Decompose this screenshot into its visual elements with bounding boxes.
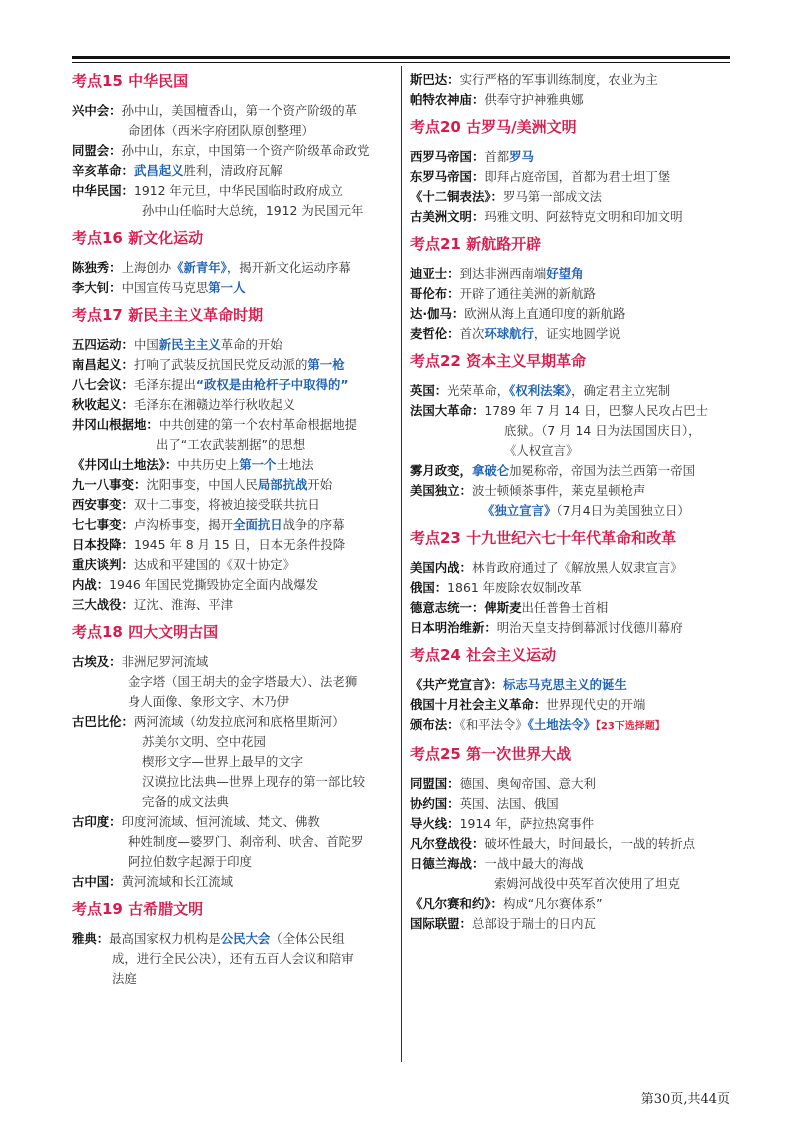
entry-shiyuegeming: 俄国十月社会主义革命：世界现代史的开端	[410, 697, 646, 712]
entry-continuation: 完备的成文法典	[142, 794, 229, 809]
entry-sibada: 斯巴达：实行严格的军事训练制度，农业为主	[410, 72, 658, 87]
entry-wuyuezhengbian: 雾月政变，拿破仑加冕称帝，帝国为法兰西第一帝国	[410, 463, 695, 478]
entry-lidazhao: 李大钊：中国宣传马克思第一人	[72, 280, 246, 295]
entry-continuation: 出了“工农武装割据”的思想	[156, 437, 306, 452]
entry-nanchang: 南昌起义：打响了武装反抗国民党反动派的第一枪	[72, 357, 345, 372]
section-title-16: 考点16 新文化运动	[72, 229, 204, 247]
entry-jinggangshan: 井冈山根据地：中共创建的第一个农村革命根据地提	[72, 417, 357, 432]
entry-jinggang-tudifa: 《井冈山土地法》：中共历史上第一个土地法	[72, 457, 314, 472]
entry-continuation: 《人权宣言》	[504, 443, 579, 458]
page-number: 第30页,共44页	[640, 1092, 730, 1107]
entry-tongmengguo: 同盟国：德国、奥匈帝国、意大利	[410, 776, 596, 791]
entry-tongmenghui: 同盟会：孙中山，东京，中国第一个资产阶级革命政党	[72, 143, 370, 158]
entry-xiluoma: 西罗马帝国：首都罗马	[410, 149, 534, 164]
section-title-24: 考点24 社会主义运动	[410, 646, 557, 664]
entry-guzhongguo: 古中国：黄河流域和长江流域	[72, 874, 234, 889]
entry-continuation: 孙中山任临时大总统，1912 为民国元年	[142, 203, 364, 218]
entry-continuation: 《独立宣言》（7月4日为美国独立日）	[482, 503, 690, 518]
entry-meiguoneizhan: 美国内战：林肯政府通过了《解放黑人奴隶宣言》	[410, 560, 683, 575]
entry-continuation: 成，进行全民公决），还有五百人会议和陪审	[112, 951, 354, 966]
entry-yingguo: 英国：光荣革命，《权利法案》，确定君主立宪制	[410, 383, 671, 398]
top-rule-thin	[72, 62, 730, 63]
column-divider	[401, 66, 402, 1062]
entry-eguo: 俄国：1861 年废除农奴制改革	[410, 580, 582, 595]
entry-diyashi: 迪亚士：到达非洲西南端好望角	[410, 266, 584, 281]
entry-dajiama: 达·伽马：欧洲从海上直通印度的新航路	[410, 306, 626, 321]
section-title-15: 考点15 中华民国	[72, 72, 189, 90]
section-title-18: 考点18 四大文明古国	[72, 623, 219, 641]
entry-chongqing: 重庆谈判：达成和平建国的《双十协定》	[72, 557, 296, 572]
entry-fanerdeng: 凡尔登战役：破坏性最大，时间最长，一战的转折点	[410, 836, 695, 851]
entry-yadian: 雅典：最高国家权力机构是公民大会（全体公民组	[72, 931, 345, 946]
section-title-17: 考点17 新民主主义革命时期	[72, 306, 264, 324]
entry-continuation: 底狱。（7 月 14 日为法国国庆日），	[504, 423, 701, 438]
entry-continuation: 法庭	[112, 971, 137, 986]
right-column	[410, 66, 730, 934]
entry-fanersai: 《凡尔赛和约》：构成“凡尔赛体系”	[410, 896, 603, 911]
entry-continuation: 金字塔（国王胡夫的金字塔最大）、法老狮	[128, 674, 358, 689]
entry-xieyueguo: 协约国：英国、法国、俄国	[410, 796, 559, 811]
entry-qiushou: 秋收起义：毛泽东在湘赣边举行秋收起义	[72, 397, 296, 412]
entry-xian: 西安事变：双十二事变，将被迫接受联共抗日	[72, 497, 320, 512]
entry-continuation: 汉谟拉比法典—世界上现存的第一部比较	[142, 774, 366, 789]
entry-zhonghuaminguo: 中华民国：1912 年元旦，中华民国临时政府成立	[72, 183, 343, 198]
section-title-22: 考点22 资本主义早期革命	[410, 352, 587, 370]
entry-patenong: 帕特农神庙：供奉守护神雅典娜	[410, 92, 584, 107]
entry-shiertongbiao: 《十二铜表法》：罗马第一部成文法	[410, 189, 603, 204]
left-column	[72, 66, 394, 989]
entry-gelunbu: 哥伦布：开辟了通往美洲的新航路	[410, 286, 596, 301]
entry-continuation: 楔形文字—世界上最早的文字	[142, 754, 304, 769]
entry-baqi: 八七会议：毛泽东提出“政权是由枪杆子中取得的”	[72, 377, 349, 392]
top-rule-thick	[72, 56, 730, 59]
entry-ridelan: 日德兰海战：一战中最大的海战	[410, 856, 584, 871]
entry-sandazhanyi: 三大战役：辽沈、淮海、平津	[72, 597, 234, 612]
entry-xinhai: 辛亥革命：武昌起义胜利，清政府瓦解	[72, 163, 283, 178]
entry-continuation: 索姆河战役中英军首次使用了坦克	[494, 876, 680, 891]
entry-faguodageming: 法国大革命：1789 年 7 月 14 日，巴黎人民攻占巴士	[410, 403, 708, 418]
entry-continuation: 种姓制度—婆罗门、刹帝利、吠舍、首陀罗	[128, 834, 364, 849]
entry-continuation: 身人面像、象形文字、木乃伊	[128, 694, 290, 709]
entry-meiguoduli: 美国独立：波士顿倾茶事件，莱克星顿枪声	[410, 483, 646, 498]
entry-gongchandang: 《共产党宣言》：标志马克思主义的诞生	[410, 677, 627, 692]
entry-continuation: 命团体（西米字府团队原创整理）	[128, 123, 314, 138]
entry-neizhan: 内战：1946 年国民党撕毁协定全面内战爆发	[72, 577, 319, 592]
entry-mingzhiweixin: 日本明治维新：明治天皇支持倒幕派讨伐德川幕府	[410, 620, 683, 635]
section-title-19: 考点19 古希腊文明	[72, 900, 204, 918]
entry-gumeizhou: 古美洲文明：玛雅文明、阿兹特克文明和印加文明	[410, 209, 683, 224]
entry-continuation: 阿拉伯数字起源于印度	[128, 854, 252, 869]
entry-ribentouxiang: 日本投降：1945 年 8 月 15 日，日本无条件投降	[72, 537, 346, 552]
entry-gubabilun: 古巴比伦：两河流域（幼发拉底河和底格里斯河）	[72, 714, 345, 729]
entry-guaiji: 古埃及：非洲尼罗河流域	[72, 654, 209, 669]
entry-maizhelun: 麦哲伦：首次环球航行，证实地圆学说	[410, 326, 621, 341]
entry-wusi: 五四运动：中国新民主主义革命的开始	[72, 337, 283, 352]
section-title-25: 考点25 第一次世界大战	[410, 745, 572, 763]
entry-xingzhonghui: 兴中会：孙中山，美国檀香山，第一个资产阶级的革	[72, 103, 357, 118]
entry-banbufa: 颁布法：《和平法令》《土地法令》【23下选择题】	[410, 717, 665, 732]
entry-qiqi: 七七事变：卢沟桥事变，揭开全面抗日战争的序幕	[72, 517, 345, 532]
entry-guyindu: 古印度：印度河流域、恒河流域、梵文、佛教	[72, 814, 320, 829]
entry-dongluoma: 东罗马帝国：即拜占庭帝国，首都为君士坦丁堡	[410, 169, 671, 184]
entry-guojilianmeng: 国际联盟：总部设于瑞士的日内瓦	[410, 916, 596, 931]
section-title-21: 考点21 新航路开辟	[410, 235, 542, 253]
section-title-23: 考点23 十九世纪六七十年代革命和改革	[410, 529, 677, 547]
entry-daohuoxian: 导火线：1914 年，萨拉热窝事件	[410, 816, 595, 831]
entry-continuation: 苏美尔文明、空中花园	[142, 734, 266, 749]
entry-deyizhitongyi: 德意志统一：俾斯麦出任普鲁士首相	[410, 600, 609, 615]
section-title-20: 考点20 古罗马/美洲文明	[410, 118, 577, 136]
entry-jiuyiba: 九一八事变：沈阳事变，中国人民局部抗战开始	[72, 477, 333, 492]
entry-chenduxiu: 陈独秀：上海创办《新青年》，揭开新文化运动序幕	[72, 260, 351, 275]
